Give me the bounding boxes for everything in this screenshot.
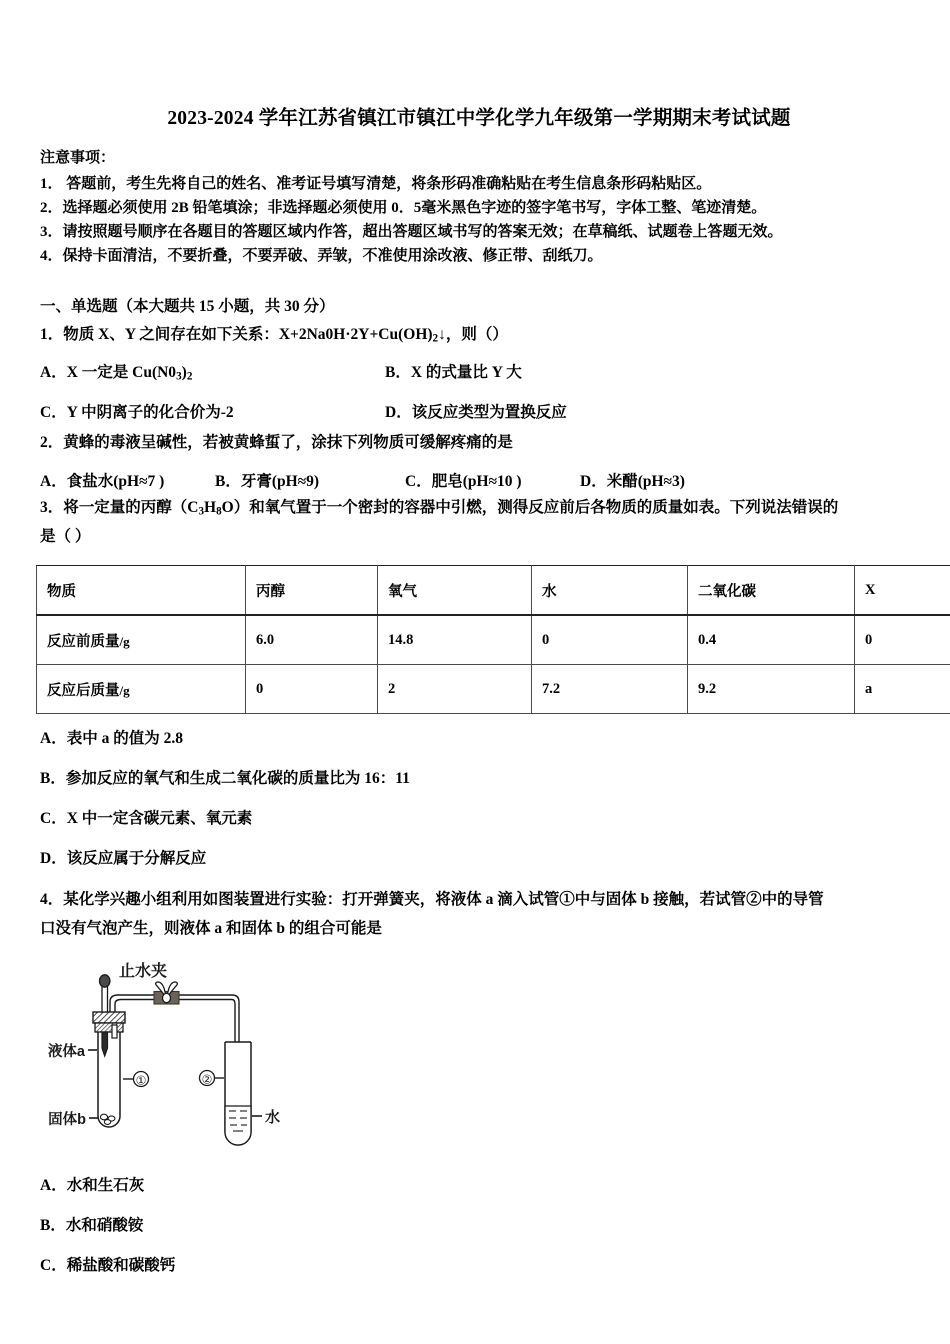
q3-option-d: D．该反应属于分解反应 [40, 850, 207, 868]
q2-option-d: D．米醋(pH≈3) [580, 472, 685, 490]
question-3-stem-line-2: 是（ ） [40, 528, 91, 546]
section-heading-single-choice: 一、单选题（本大题共 15 小题，共 30 分） [40, 297, 335, 315]
label-solid-b: 固体b [48, 1111, 86, 1128]
cell-before-carbon-dioxide: 0.4 [688, 615, 855, 665]
solid-b-particles [100, 1114, 115, 1124]
q3-stem-part-a: 3．将一定量的丙醇（C [40, 498, 199, 516]
cell-before-propanol: 6.0 [246, 615, 378, 665]
question-4-stem-line-2: 口没有气泡产生，则液体 a 和固体 b 的组合可能是 [40, 920, 382, 938]
table-header-row [37, 566, 950, 616]
notice-item-2: 2．选择题必须使用 2B 铅笔填涂；非选择题必须使用 0．5毫米黑色字迹的签字笔书写，字体工整、笔迹清楚。 [40, 199, 767, 216]
q1-stem-suffix: ↓，则（） [438, 325, 508, 343]
q4-option-b: B．水和硝酸铵 [40, 1216, 144, 1234]
cell-before-oxygen: 14.8 [378, 615, 532, 665]
cell-before-x: 0 [855, 615, 950, 665]
cell-after-water: 7.2 [532, 665, 688, 714]
cell-before-water: 0 [532, 615, 688, 665]
apparatus-diagram-svg [40, 956, 340, 1156]
question-2-options [40, 469, 918, 491]
page-title: 2023-2024 学年江苏省镇江市镇江中学化学九年级第一学期期末考试试题 [167, 108, 791, 129]
label-liquid-a: 液体a [47, 1043, 85, 1060]
q3-stem-sub-3: 3 [198, 505, 205, 518]
row-0-unit: /g [119, 633, 130, 649]
q3-option-c: C．X 中一定含碳元素、氧元素 [40, 810, 253, 828]
pinch-clamp-knob [163, 993, 171, 1002]
row-1-unit: /g [119, 682, 130, 698]
cell-after-propanol: 0 [246, 665, 378, 714]
q1-option-a [40, 361, 385, 386]
label-tube-2: ② [201, 1072, 213, 1087]
q1-option-d: D．该反应类型为置换反应 [385, 403, 567, 421]
q1-option-b: B．X 的式量比 Y 大 [385, 364, 522, 382]
row-label-after-reaction [37, 665, 246, 714]
q3-stem-part-h: H [204, 498, 217, 516]
q3-stem-sub-8: 8 [216, 505, 222, 518]
cell-after-carbon-dioxide: 9.2 [688, 665, 855, 714]
cell-after-oxygen: 2 [378, 665, 532, 714]
dropper-tip [102, 1032, 108, 1056]
q1-option-c: C．Y 中阴离子的化合价为-2 [40, 403, 234, 421]
label-tube-1: ① [135, 1073, 147, 1088]
water-body [225, 1106, 251, 1145]
q3-option-b: B．参加反应的氧气和生成二氧化碳的质量比为 16：11 [40, 770, 410, 788]
q2-option-a: A．食盐水(pH≈7 ) [40, 472, 165, 490]
label-pinch-clamp: 止水夹 [118, 962, 168, 980]
notice-heading: 注意事项： [40, 150, 116, 167]
page-content [40, 104, 918, 1278]
rubber-stopper [93, 1012, 125, 1023]
cell-after-x: a [855, 665, 950, 714]
q2-option-c: C．肥皂(pH≈10 ) [405, 472, 522, 490]
table-header-propanol: 丙醇 [246, 566, 378, 616]
q1-option-a-sub1: 3 [176, 370, 182, 383]
q3-option-a: A．表中 a 的值为 2.8 [40, 730, 183, 748]
row-0-label-text: 反应前质量 [47, 633, 120, 650]
stopper-vent-tube [112, 1025, 117, 1038]
row-label-before-reaction [37, 615, 246, 665]
q2-option-b: B．牙膏(pH≈9) [215, 472, 320, 490]
table-header-oxygen: 氧气 [378, 566, 532, 616]
connecting-tube-down-inner [232, 999, 235, 1042]
table-row [37, 665, 950, 714]
dropper-stem [102, 986, 108, 1012]
table-header-x: X [855, 566, 950, 616]
q4-option-c: C．稀盐酸和碳酸钙 [40, 1256, 176, 1274]
notice-item-1: 1． 答题前，考生先将自己的姓名、准考证号填写清楚，将条形码准确粘贴在考生信息条形码粘贴区。 [40, 175, 712, 192]
table-header-water: 水 [532, 566, 688, 616]
question-4-stem-line-1: 4．某化学兴趣小组利用如图装置进行实验：打开弹簧夹，将液体 a 滴入试管①中与固体 b 接触，若试管②中的导管 [40, 891, 824, 909]
q1-option-a-text: A．X 一定是 Cu(N0 [40, 364, 177, 382]
mass-data-table [36, 565, 950, 714]
q4-option-a: A．水和生石灰 [40, 1176, 145, 1194]
q1-stem-sub: 2 [432, 332, 439, 345]
question-1-stem [40, 322, 918, 348]
rubber-stopper-lower [95, 1023, 123, 1032]
table-row [37, 615, 950, 665]
label-water: 水 [265, 1108, 281, 1126]
q1-stem-prefix: 1．物质 X、Y 之间存在如下关系：X+2Na0H·2Y+Cu(OH) [40, 325, 433, 343]
table-header-carbon-dioxide: 二氧化碳 [688, 566, 855, 616]
question-1-options-row-1 [40, 361, 918, 386]
apparatus-figure [40, 956, 340, 1156]
q1-option-a-sub2: 2 [186, 370, 193, 383]
notice-item-4: 4．保持卡面清洁，不要折叠，不要弄破、弄皱，不准使用涂改液、修正带、刮纸刀。 [40, 248, 603, 265]
q3-stem-part-c: O）和氧气置于一个密封的容器中引燃，测得反应前后各物质的质量如表。下列说法错误的 [221, 498, 839, 516]
question-3-stem-line-1 [40, 495, 918, 521]
question-1-options-row-2 [40, 401, 918, 426]
notice-item-3: 3．请按照题号顺序在各题目的答题区域内作答，超出答题区域书写的答案无效；在草稿纸、试题卷上答题无效。 [40, 224, 783, 241]
q1-option-a-tail: ) [181, 364, 187, 382]
row-1-label-text: 反应后质量 [47, 682, 120, 699]
question-2-stem: 2．黄蜂的毒液呈碱性，若被黄蜂蜇了，涂抹下列物质可缓解疼痛的是 [40, 433, 513, 451]
dropper-bulb [100, 974, 110, 986]
table-header-substance: 物质 [37, 566, 246, 616]
